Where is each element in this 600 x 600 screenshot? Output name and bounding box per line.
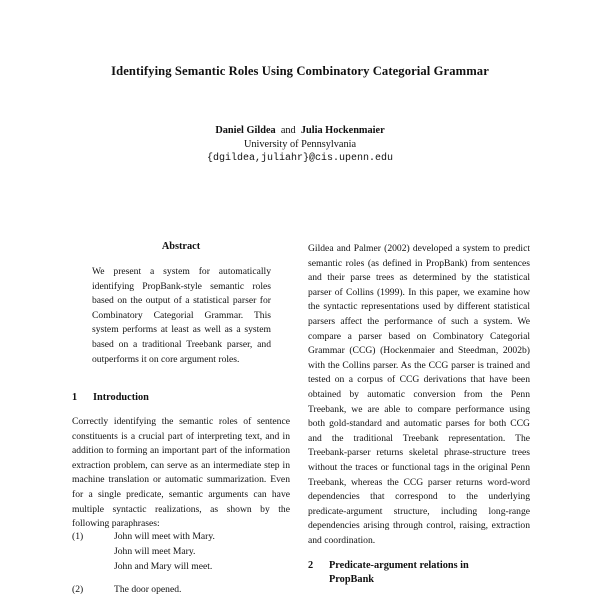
example-line: John and Mary will meet. [114, 561, 213, 573]
example-line: John will meet Mary. [114, 546, 196, 558]
example-2-number: (2) [72, 584, 84, 595]
abstract-heading: Abstract [161, 241, 201, 252]
left-column [72, 415, 290, 532]
example-1-number: (1) [72, 531, 84, 542]
author-1: Daniel Gildea [215, 125, 276, 136]
author-conjunction: and [280, 125, 296, 136]
section-1-title: Introduction [93, 392, 149, 403]
section-2-title-line-1: Predicate-argument relations in [329, 560, 469, 571]
section-1-heading [72, 391, 149, 405]
example-line: John will meet with Mary. [114, 531, 215, 542]
author-block [0, 124, 600, 166]
paper-title: Identifying Semantic Roles Using Combinatory Categorial Grammar [111, 64, 489, 78]
affiliation: University of Pennsylvania [243, 139, 357, 150]
abstract-text: We present a system for automatically identifying PropBank-style semantic roles based on the output of a statistical parser for Combinatory Categorial Grammar. This system performs at least as well as a system based on a traditional Treebank parser, and outperforms it on core argument roles. [92, 266, 271, 365]
intro-paragraph: Correctly identifying the semantic roles of sentence constituents is a crucial part of interpreting text, and in addition to forming an important part of the information extraction problem, can serve as an intermediate step in machine translation or automatic summarization. Even for a single predicate, semantic arguments can have multiple syntactic realizations, as shown by the following paraphrases: [72, 416, 290, 530]
author-names [0, 124, 600, 138]
example-1-lines [114, 529, 215, 575]
section-1-number: 1 [72, 392, 78, 403]
section-2-heading [308, 559, 469, 587]
right-column [308, 242, 530, 548]
intro-continuation-paragraph: Gildea and Palmer (2002) developed a system to predict semantic roles (as defined in PropBank) from sentences and their parse trees as determined by the statistical parser of Collins (1999). In this paper, we examine how the syntactic representations used by different statistical parsers affect the performance of such a system. We compare a parser based on Combinatory Categorial Grammar (CCG) (Hockenmaier and Steedman, 2002b) with the Collins parser. As the CCG parser is trained and tested on a corpus of CCG derivations that have been obtained by automatic conversion from the Penn Treebank, we are able to compare performance using both gold-standard and automatic parses for both CCG and the traditional Treebank representation. The Treebank-parser returns skeletal phrase-structure trees without the traces or functional tags in the original Penn Treebank, whereas the CCG parser returns word-word dependencies that correspond to the underlying predicate-argument structure, including long-range dependencies arising through control, raising, extraction and coordination. [308, 243, 530, 546]
example-2-lines [114, 582, 181, 597]
section-2-title-line-2: PropBank [329, 574, 375, 585]
example-line: The door opened. [114, 584, 182, 595]
author-2: Julia Hockenmaier [300, 125, 385, 136]
section-2-number: 2 [308, 560, 314, 571]
author-email: {dgildea,juliahr}@cis.upenn.edu [206, 153, 394, 164]
